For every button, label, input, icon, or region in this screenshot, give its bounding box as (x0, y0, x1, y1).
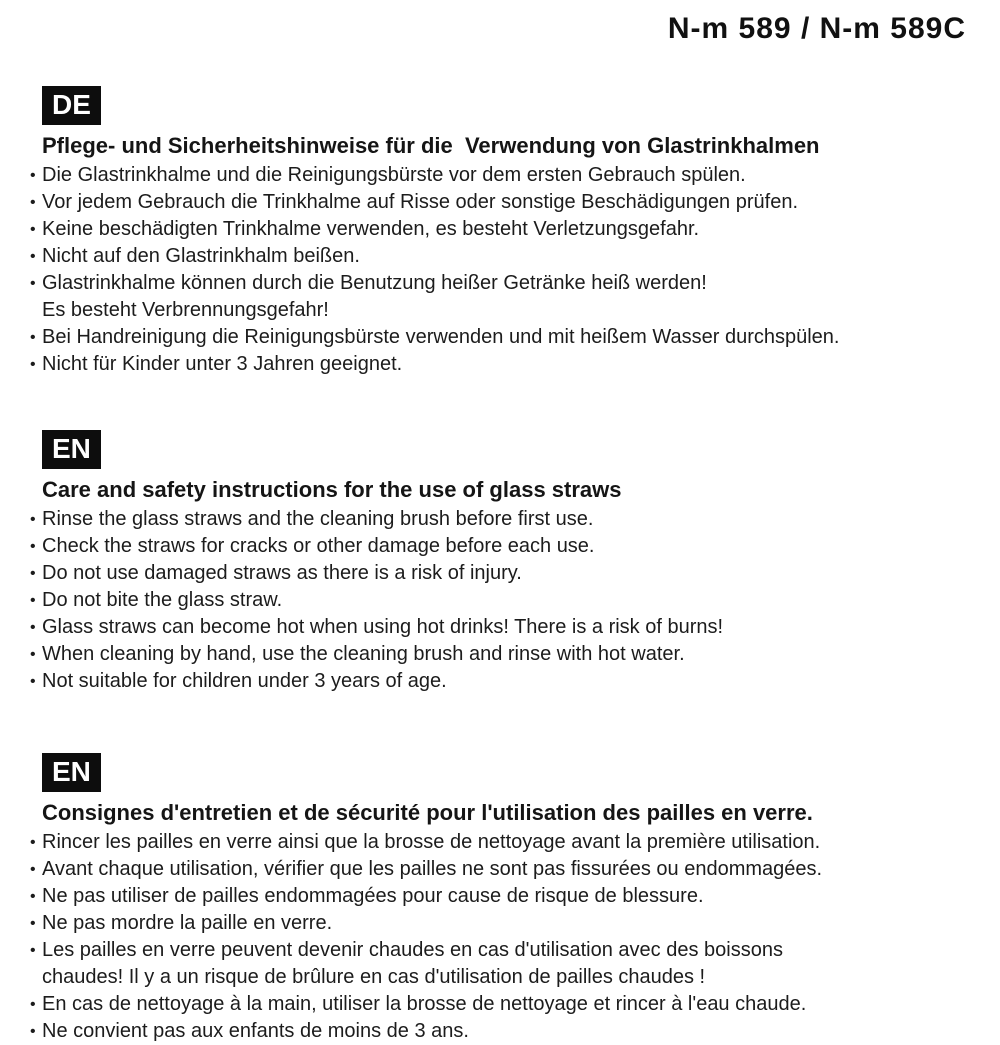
section-heading: Consignes d'entretien et de sécurité pour l'utilisation des pailles en verre. (42, 800, 813, 825)
list-item-continuation (30, 964, 974, 991)
list-item-text: Bei Handreinigung die Reinigungsbürste verwenden und mit heißem Wasser durchspülen. (42, 326, 840, 348)
bullet-marker: • (30, 646, 36, 663)
bullet-marker: • (30, 194, 36, 211)
list-item (30, 216, 974, 243)
list-item (30, 668, 974, 695)
section-heading: Pflege- und Sicherheitshinweise für die Verwendung von Glastrinkhalmen (42, 133, 820, 158)
list-item-text: Keine beschädigten Trinkhalme verwenden, es besteht Verletzungsgefahr. (42, 218, 700, 240)
section-german (30, 86, 974, 378)
bullet-marker: • (30, 511, 36, 528)
language-badge-en: EN (42, 430, 101, 469)
list-item (30, 560, 974, 587)
list-item-text: Glass straws can become hot when using hot drinks! There is a risk of burns! (42, 616, 724, 638)
bullet-marker: • (30, 275, 36, 292)
list-item-text: Do not bite the glass straw. (42, 589, 283, 611)
instruction-list (30, 506, 974, 695)
list-item-text: Ne pas utiliser de pailles endommagées pour cause de risque de blessure. (42, 885, 704, 907)
bullet-marker: • (30, 915, 36, 932)
bullet-marker: • (30, 1023, 36, 1040)
bullet-marker (30, 297, 42, 324)
list-item (30, 506, 974, 533)
instruction-list (30, 162, 974, 378)
bullet-marker: • (30, 538, 36, 555)
list-item-text: Check the straws for cracks or other damage before each use. (42, 535, 595, 557)
list-item (30, 991, 974, 1018)
list-item (30, 243, 974, 270)
list-item-text: Es besteht Verbrennungsgefahr! (42, 299, 329, 321)
list-item (30, 162, 974, 189)
list-item-text: Ne convient pas aux enfants de moins de 3 ans. (42, 1020, 469, 1042)
list-item-text: Glastrinkhalme können durch die Benutzung heißer Getränke heiß werden! (42, 272, 707, 294)
list-item (30, 189, 974, 216)
bullet-marker: • (30, 565, 36, 582)
list-item (30, 856, 974, 883)
list-item (30, 910, 974, 937)
list-item-text: Les pailles en verre peuvent devenir chaudes en cas d'utilisation avec des boissons (42, 939, 783, 961)
list-item-text: Do not use damaged straws as there is a risk of injury. (42, 562, 522, 584)
language-badge-de: DE (42, 86, 101, 125)
bullet-marker: • (30, 619, 36, 636)
list-item (30, 533, 974, 560)
instruction-list (30, 829, 974, 1045)
bullet-marker: • (30, 329, 36, 346)
list-item-text: Rinse the glass straws and the cleaning brush before first use. (42, 508, 594, 530)
list-item (30, 641, 974, 668)
bullet-marker (30, 964, 42, 991)
bullet-marker: • (30, 888, 36, 905)
page-title: N-m 589 / N-m 589C (667, 12, 966, 45)
language-badge-fr: EN (42, 753, 101, 792)
list-item (30, 614, 974, 641)
bullet-marker: • (30, 356, 36, 373)
list-item (30, 829, 974, 856)
list-item-text: Not suitable for children under 3 years of age. (42, 670, 447, 692)
bullet-marker: • (30, 248, 36, 265)
bullet-marker: • (30, 861, 36, 878)
list-item (30, 270, 974, 297)
list-item (30, 883, 974, 910)
section-heading: Care and safety instructions for the use of glass straws (42, 477, 622, 502)
list-item-text: Rincer les pailles en verre ainsi que la brosse de nettoyage avant la première utilisation. (42, 831, 821, 853)
list-item (30, 351, 974, 378)
bullet-marker: • (30, 996, 36, 1013)
section-english (30, 430, 974, 695)
list-item (30, 587, 974, 614)
list-item-text: Avant chaque utilisation, vérifier que les pailles ne sont pas fissurées ou endommagées. (42, 858, 823, 880)
bullet-marker: • (30, 167, 36, 184)
section-french (30, 753, 974, 1045)
list-item (30, 1018, 974, 1045)
list-item-text: Die Glastrinkhalme und die Reinigungsbürste vor dem ersten Gebrauch spülen. (42, 164, 746, 186)
list-item-text: Nicht für Kinder unter 3 Jahren geeignet. (42, 353, 403, 375)
bullet-marker: • (30, 592, 36, 609)
list-item-text: When cleaning by hand, use the cleaning brush and rinse with hot water. (42, 643, 685, 665)
list-item-continuation (30, 297, 974, 324)
bullet-marker: • (30, 942, 36, 959)
list-item-text: En cas de nettoyage à la main, utiliser la brosse de nettoyage et rincer à l'eau chaude. (42, 993, 807, 1015)
list-item-text: chaudes! Il y a un risque de brûlure en cas d'utilisation de pailles chaudes ! (42, 966, 706, 988)
bullet-marker: • (30, 221, 36, 238)
list-item (30, 937, 974, 964)
bullet-marker: • (30, 673, 36, 690)
bullet-marker: • (30, 834, 36, 851)
list-item-text: Nicht auf den Glastrinkhalm beißen. (42, 245, 360, 267)
list-item-text: Ne pas mordre la paille en verre. (42, 912, 333, 934)
list-item (30, 324, 974, 351)
list-item-text: Vor jedem Gebrauch die Trinkhalme auf Risse oder sonstige Beschädigungen prüfen. (42, 191, 799, 213)
